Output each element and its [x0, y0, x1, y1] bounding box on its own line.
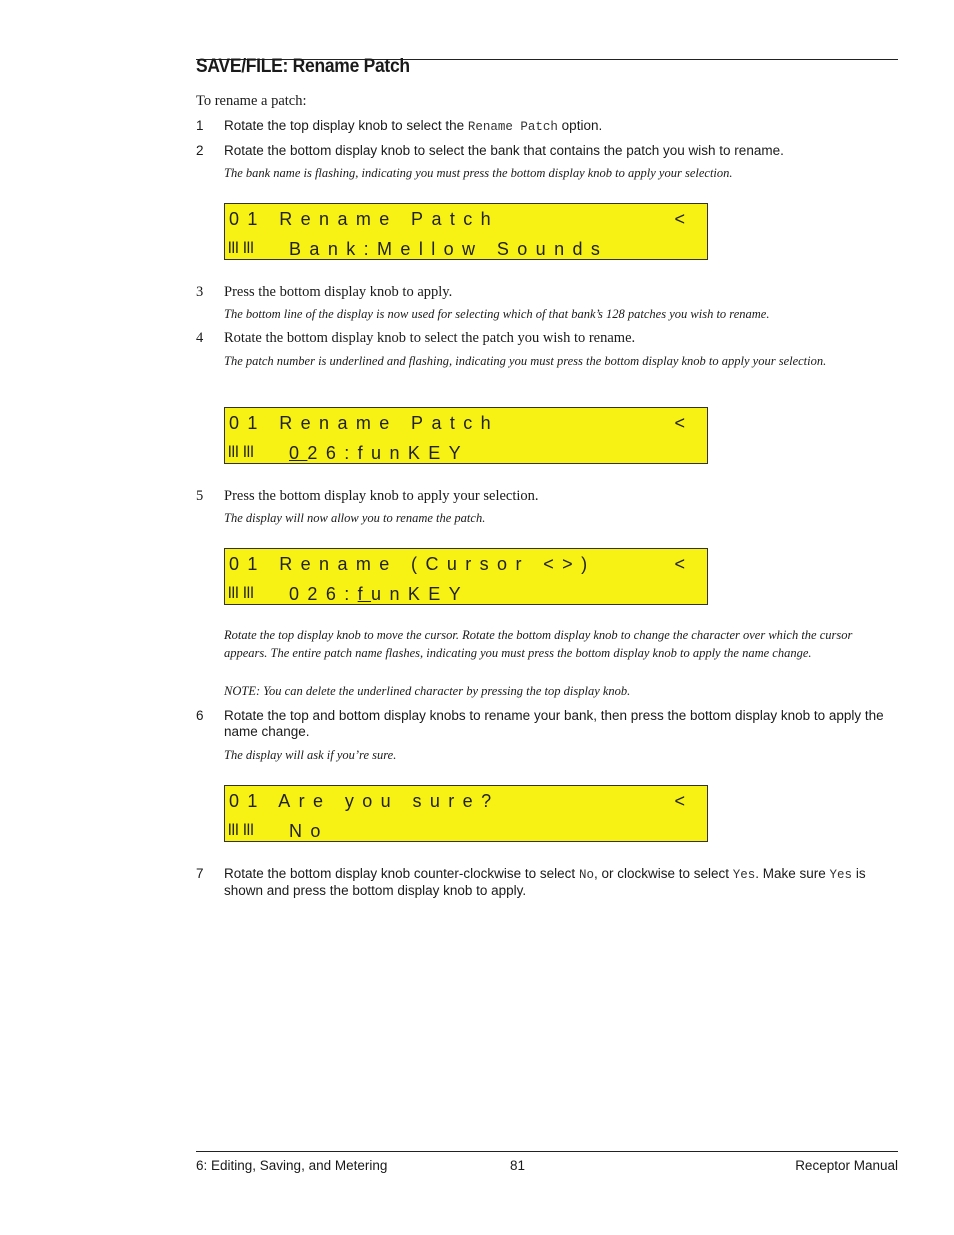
lcd-line-2-rest: 26:funKEY — [307, 443, 470, 463]
lcd-cursor-char: f — [357, 584, 372, 604]
footer-manual-title: Receptor Manual — [795, 1158, 898, 1173]
lcd-line-2: No — [289, 821, 329, 841]
lcd-arrow: < — [674, 554, 685, 574]
lcd-arrow: < — [674, 413, 685, 433]
lcd-line-2: Bank:Mellow Sounds — [289, 239, 609, 259]
lcd-arrow: < — [674, 791, 685, 811]
step-text — [224, 118, 896, 135]
step-text: Press the bottom display knob to apply. — [224, 284, 453, 300]
lcd-bars-icon: lll lll — [228, 444, 254, 461]
lcd-display-confirm — [224, 785, 708, 842]
step-number: 4 — [196, 330, 204, 346]
step-text-part: Rotate the top display knob to select the — [224, 118, 468, 133]
lcd-line-1: 01 Rename (Cursor <>) — [229, 554, 596, 574]
step-3-note: The bottom line of the display is now used for selecting which of that bank’s 128 patches you wish to rename. — [224, 307, 770, 321]
lcd-bars-icon: lll lll — [228, 822, 254, 839]
lcd-bars-icon: lll lll — [228, 585, 254, 602]
lcd-line-2 — [289, 441, 469, 465]
cursor-note: Rotate the top display knob to move the cursor. Rotate the bottom display knob to change the character over which the cursor appears. The entire patch name flashes, indicating you must press the bottom display knob to apply the name change. — [224, 628, 853, 660]
lcd-display-cursor — [224, 548, 708, 605]
step-text-part: is shown and press the bottom display knob to apply. — [224, 866, 866, 898]
step-2-note: The bank name is flashing, indicating you must press the bottom display knob to apply your selection. — [224, 166, 733, 180]
step-number: 1 — [196, 118, 204, 133]
step-text — [224, 866, 896, 899]
step-text-part: . Make sure — [755, 866, 830, 881]
code-yes: Yes — [732, 868, 756, 882]
step-5-note: The display will now allow you to rename the patch. — [224, 511, 486, 525]
lcd-line-2-pre: 026: — [289, 584, 358, 604]
lcd-line-2 — [289, 582, 469, 606]
step-text: Rotate the top and bottom display knobs to rename your bank, then press the bottom display knob to apply the name change. — [224, 708, 884, 739]
lcd-arrow: < — [674, 209, 685, 229]
step-text: Press the bottom display knob to apply your selection. — [224, 488, 539, 504]
step-text: Rotate the bottom display knob to select the patch you wish to rename. — [224, 330, 636, 346]
lcd-line-1: 01 Rename Patch — [229, 413, 500, 433]
code-no: No — [578, 868, 594, 882]
step-number: 3 — [196, 284, 204, 300]
intro-text: To rename a patch: — [196, 93, 307, 109]
code-yes: Yes — [829, 868, 853, 882]
lcd-line-1: 01 Are you sure? — [229, 791, 500, 811]
step-4-note: The patch number is underlined and flashing, indicating you must press the bottom display knob to apply your selection. — [224, 354, 827, 368]
lcd-line-1: 01 Rename Patch — [229, 209, 500, 229]
delete-note: NOTE: You can delete the underlined character by pressing the top display knob. — [224, 684, 631, 698]
footer-rule — [196, 1151, 898, 1152]
page-title: SAVE/FILE: Rename Patch — [196, 56, 410, 77]
lcd-line-2-rest: unKEY — [371, 584, 470, 604]
footer-chapter: 6: Editing, Saving, and Metering — [196, 1158, 388, 1173]
step-text-part: , or clockwise to select — [593, 866, 733, 881]
lcd-display-bank — [224, 203, 708, 260]
step-number: 7 — [196, 866, 204, 881]
step-6-note: The display will ask if you’re sure. — [224, 748, 397, 762]
step-number: 2 — [196, 143, 204, 158]
footer-page-number: 81 — [510, 1158, 526, 1173]
step-text-part: option. — [557, 118, 603, 133]
step-text: Rotate the bottom display knob to select the bank that contains the patch you wish to rename. — [224, 143, 784, 158]
lcd-display-patch — [224, 407, 708, 464]
step-number: 5 — [196, 488, 204, 504]
lcd-cursor-char: 0 — [289, 443, 308, 463]
step-number: 6 — [196, 708, 204, 723]
lcd-bars-icon: lll lll — [228, 240, 254, 257]
step-text-part: Rotate the bottom display knob counter-clockwise to select — [224, 866, 579, 881]
code-rename-patch: Rename Patch — [467, 120, 558, 134]
